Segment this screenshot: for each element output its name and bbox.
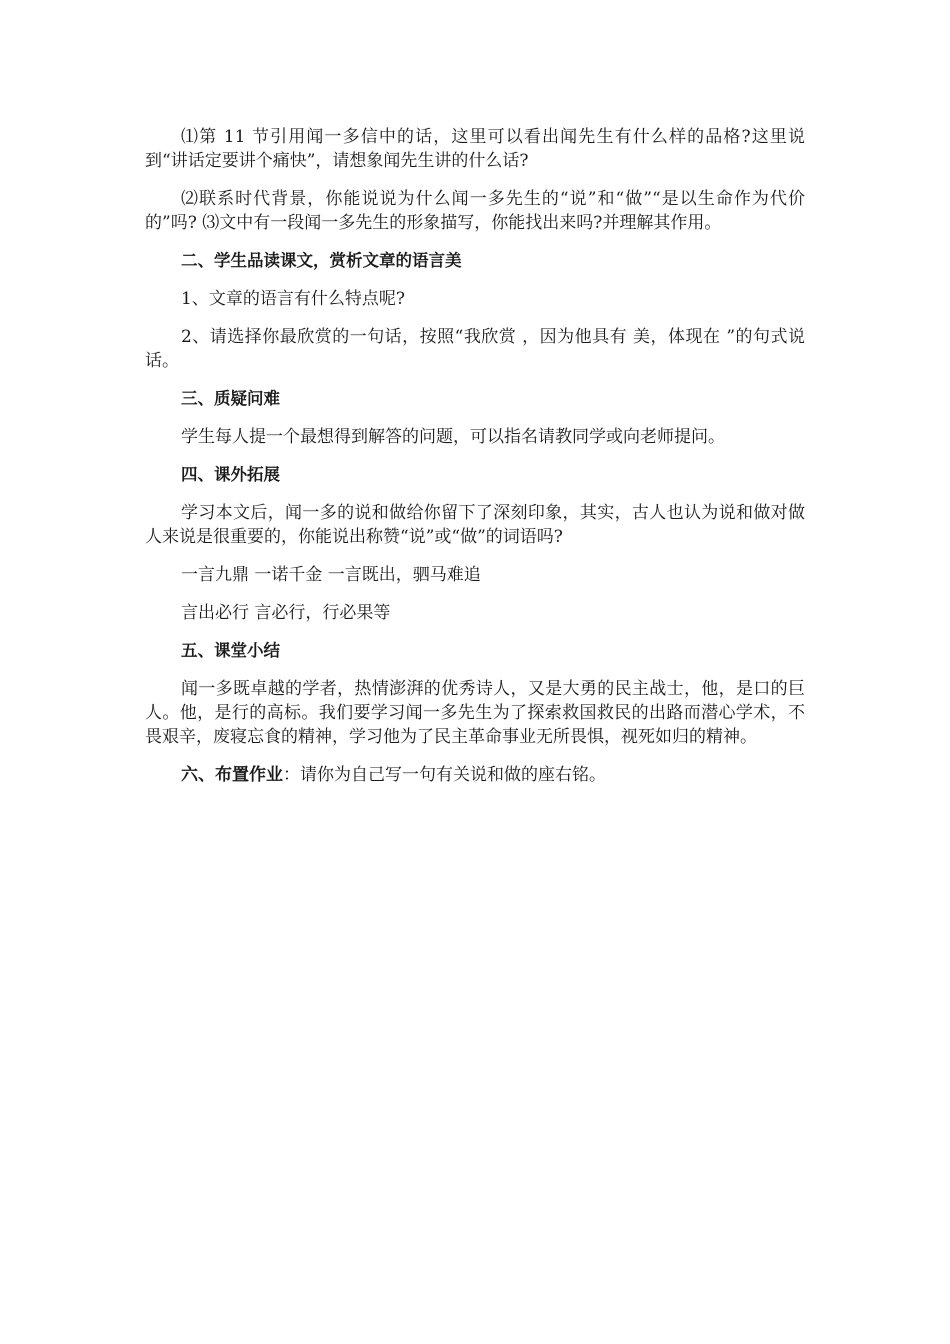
section-heading-4: 四、课外拓展 bbox=[181, 465, 280, 484]
paragraph-question-2-3: ⑵联系时代背景，你能说说为什么闻一多先生的“说”和“做”“是以生命作为代价的”吗? ⑶文中有一段闻一多先生的形象描写，你能找出来吗?并理解其作用。 bbox=[145, 189, 805, 233]
paragraph-item-1: 1、文章的语言有什么特点呢? bbox=[181, 289, 405, 309]
paragraph-extension: 学习本文后，闻一多的说和做给你留下了深刻印象，其实，古人也认为说和做对做人来说是很重要的，你能说出称赞“说”或“做”的词语吗? bbox=[145, 503, 805, 547]
paragraph-homework bbox=[145, 763, 805, 787]
document-page bbox=[145, 125, 805, 801]
paragraph-summary: 闻一多既卓越的学者，热情澎湃的优秀诗人，又是大勇的民主战士，他，是口的巨人。他，是行的高标。我们要学习闻一多先生为了探索救国救民的出路而潜心学术，不畏艰辛，废寝忘食的精神，学习他为了民主革命事业无所畏惧，视死如归的精神。 bbox=[145, 679, 805, 747]
paragraph-questions: 学生每人提一个最想得到解答的问题，可以指名请教同学或向老师提问。 bbox=[181, 427, 725, 447]
paragraph-question-1: ⑴第 11 节引用闻一多信中的话，这里可以看出闻先生有什么样的品格?这里说到“讲话定要讲个痛快”，请想象闻先生讲的什么话? bbox=[145, 127, 805, 171]
paragraph-idioms-1: 一言九鼎 一诺千金 一言既出，驷马难追 bbox=[181, 565, 481, 585]
homework-text: ：请你为自己写一句有关说和做的座右铭。 bbox=[283, 765, 606, 785]
paragraph-idioms-2: 言出必行 言必行，行必果等 bbox=[181, 603, 391, 623]
section-heading-5: 五、课堂小结 bbox=[181, 641, 280, 660]
section-heading-2: 二、学生品读课文，赏析文章的语言美 bbox=[181, 251, 462, 270]
section-heading-3: 三、质疑问难 bbox=[181, 389, 280, 408]
paragraph-item-2: 2、请选择你最欣赏的一句话，按照“我欣赏 ，因为他具有 美，体现在 ”的句式说话。 bbox=[145, 327, 805, 371]
homework-label: 六、布置作业 bbox=[181, 765, 283, 785]
